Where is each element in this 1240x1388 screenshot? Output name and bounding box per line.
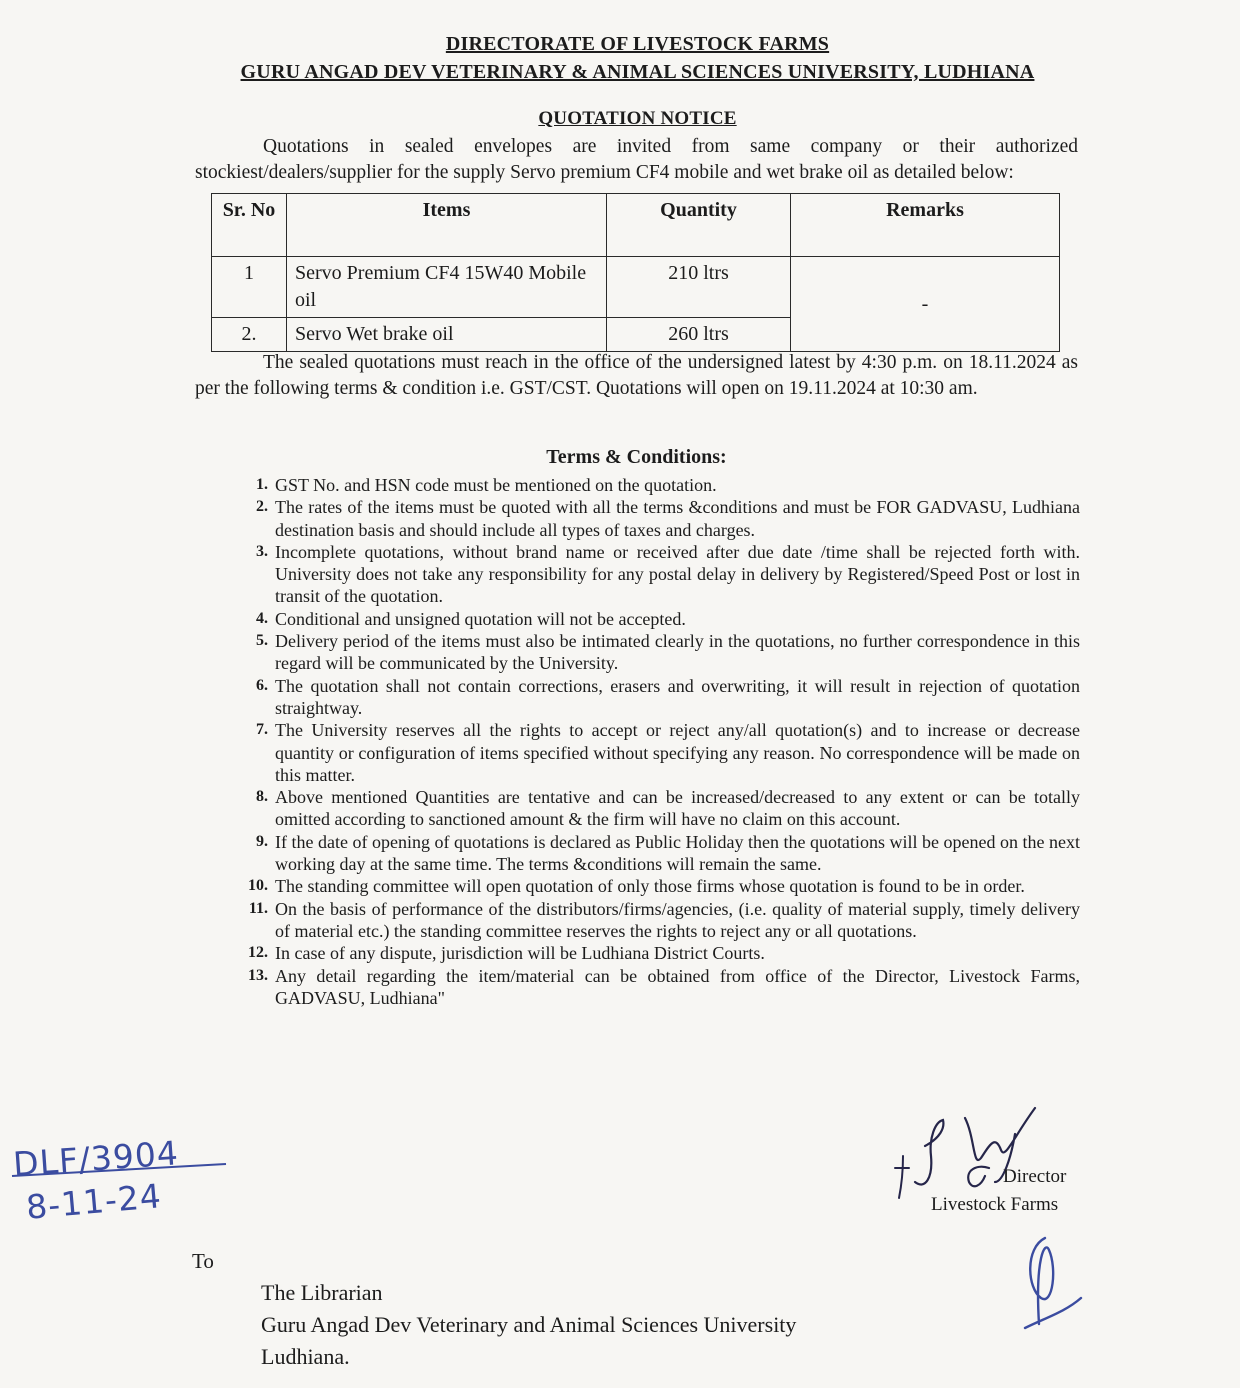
table-header-row xyxy=(212,194,1060,257)
term-text: In case of any dispute, jurisdiction will be Ludhiana District Courts. xyxy=(275,943,765,964)
term-text: The University reserves all the rights to accept or reject any/all quotation(s) and to increase or decrease quantity or configuration of items specified without specifying any reason. No correspondence will be made on this matter. xyxy=(275,720,1080,785)
term-number: 1. xyxy=(256,476,268,493)
header-quantity: Quantity xyxy=(607,194,791,257)
term-number: 12. xyxy=(248,944,268,962)
row-sr: 1 xyxy=(212,257,287,318)
term-item xyxy=(238,496,1080,541)
recipient-line-2: Guru Angad Dev Veterinary and Animal Sciences University xyxy=(261,1312,797,1337)
term-text: The rates of the items must be quoted with all the terms &conditions and must be FOR GADVASU, Ludhiana destination basis and should include all types of taxes and charges. xyxy=(275,497,1080,540)
term-item xyxy=(238,898,1080,943)
items-table xyxy=(211,193,1060,352)
term-text: The standing committee will open quotation of only those firms whose quotation is found to be in order. xyxy=(275,876,1025,897)
term-item xyxy=(238,786,1080,831)
term-number: 8. xyxy=(256,788,268,806)
director-signature xyxy=(885,1098,1055,1208)
term-item xyxy=(238,541,1080,608)
directorate-heading: DIRECTORATE OF LIVESTOCK FARMS xyxy=(445,33,830,55)
row-sr: 2. xyxy=(212,318,287,352)
term-item xyxy=(238,831,1080,876)
handwritten-dispatch-date: 8-11-24 xyxy=(24,1176,164,1227)
signatory-office: Livestock Farms xyxy=(931,1194,1059,1215)
term-text: Any detail regarding the item/material can be obtained from office of the Director, Livestock Farms, GADVASU, Ludhiana" xyxy=(275,965,1080,1008)
term-text: GST No. and HSN code must be mentioned on the quotation. xyxy=(275,475,717,495)
row-item: Servo Wet brake oil xyxy=(287,318,607,352)
receipt-initials-mark xyxy=(1005,1228,1085,1338)
row-quantity: 260 ltrs xyxy=(607,318,791,352)
recipient-line-3: Ludhiana. xyxy=(261,1344,350,1369)
terms-list xyxy=(238,474,1080,1009)
term-text: On the basis of performance of the distributors/firms/agencies, (i.e. quality of material supply, timely delivery of material etc.) the standing committee reserves the rights to reject any or all quotations. xyxy=(275,898,1080,941)
term-number: 9. xyxy=(256,832,268,850)
term-item xyxy=(238,942,1080,964)
header-sr-no: Sr. No xyxy=(212,194,287,257)
intro-text: Quotations in sealed envelopes are invited from same company or their authorized stockiest/dealers/supplier for the supply Servo premium CF4 mobile and wet brake oil as detailed below: xyxy=(195,136,1078,183)
term-item xyxy=(238,630,1080,675)
term-item xyxy=(238,875,1080,897)
term-item xyxy=(238,965,1080,1010)
handwritten-dispatch-number: DLF/3904 xyxy=(11,1133,181,1184)
notice-title: QUOTATION NOTICE xyxy=(538,108,737,129)
term-number: 6. xyxy=(256,676,268,694)
term-text: Delivery period of the items must also be intimated clearly in the quotations, no further correspondence in this regard will be communicated by the University. xyxy=(275,631,1080,674)
table-row xyxy=(212,257,1060,318)
to-label: To xyxy=(192,1249,214,1273)
term-text: Conditional and unsigned quotation will not be accepted. xyxy=(275,608,686,629)
recipient-line-1: The Librarian xyxy=(261,1280,383,1305)
term-text: Incomplete quotations, without brand name or received after due date /time shall be rejected forth with. University does not take any responsibility for any postal delay in delivery by Registered/Speed Post or lost in transit of the quotation. xyxy=(275,541,1080,607)
term-number: 7. xyxy=(256,721,268,739)
term-number: 11. xyxy=(248,899,268,917)
row-quantity: 210 ltrs xyxy=(607,257,791,318)
handwritten-underline xyxy=(10,1160,230,1180)
header-remarks: Remarks xyxy=(791,194,1060,257)
deadline-text: The sealed quotations must reach in the office of the undersigned latest by 4:30 p.m. on 18.11.2024 as per the following terms & condition i.e. GST/CST. Quotations will open on 19.11.2024 at 10:30 am. xyxy=(195,352,1078,399)
term-text: If the date of opening of quotations is declared as Public Holiday then the quotations will be opened on the next working day at the same time. The terms &conditions will remain the same. xyxy=(275,831,1080,875)
term-item xyxy=(238,719,1080,786)
term-number: 13. xyxy=(248,966,268,984)
deadline-paragraph xyxy=(195,350,1078,402)
university-heading: GURU ANGAD DEV VETERINARY & ANIMAL SCIENCES UNIVERSITY, LUDHIANA xyxy=(240,61,1035,83)
term-text: The quotation shall not contain corrections, erasers and overwriting, it will result in rejection of quotation straightway. xyxy=(275,675,1080,718)
header-items: Items xyxy=(287,194,607,257)
term-item xyxy=(238,675,1080,720)
term-number: 2. xyxy=(256,498,268,516)
intro-paragraph xyxy=(195,134,1078,186)
term-text: Above mentioned Quantities are tentative and can be increased/decreased to any extent or can be totally omitted according to sanctioned amount & the firm will have no claim on this account. xyxy=(275,787,1080,830)
term-number: 4. xyxy=(256,609,268,627)
term-number: 10. xyxy=(248,877,268,895)
signatory-title: Director xyxy=(1003,1166,1067,1187)
term-item xyxy=(238,608,1080,630)
term-number: 3. xyxy=(256,542,268,560)
term-item xyxy=(238,474,1080,496)
row-item: Servo Premium CF4 15W40 Mobile oil xyxy=(287,257,607,318)
term-number: 5. xyxy=(256,632,268,650)
row-remarks: - xyxy=(791,257,1060,352)
terms-title: Terms & Conditions: xyxy=(546,446,727,468)
